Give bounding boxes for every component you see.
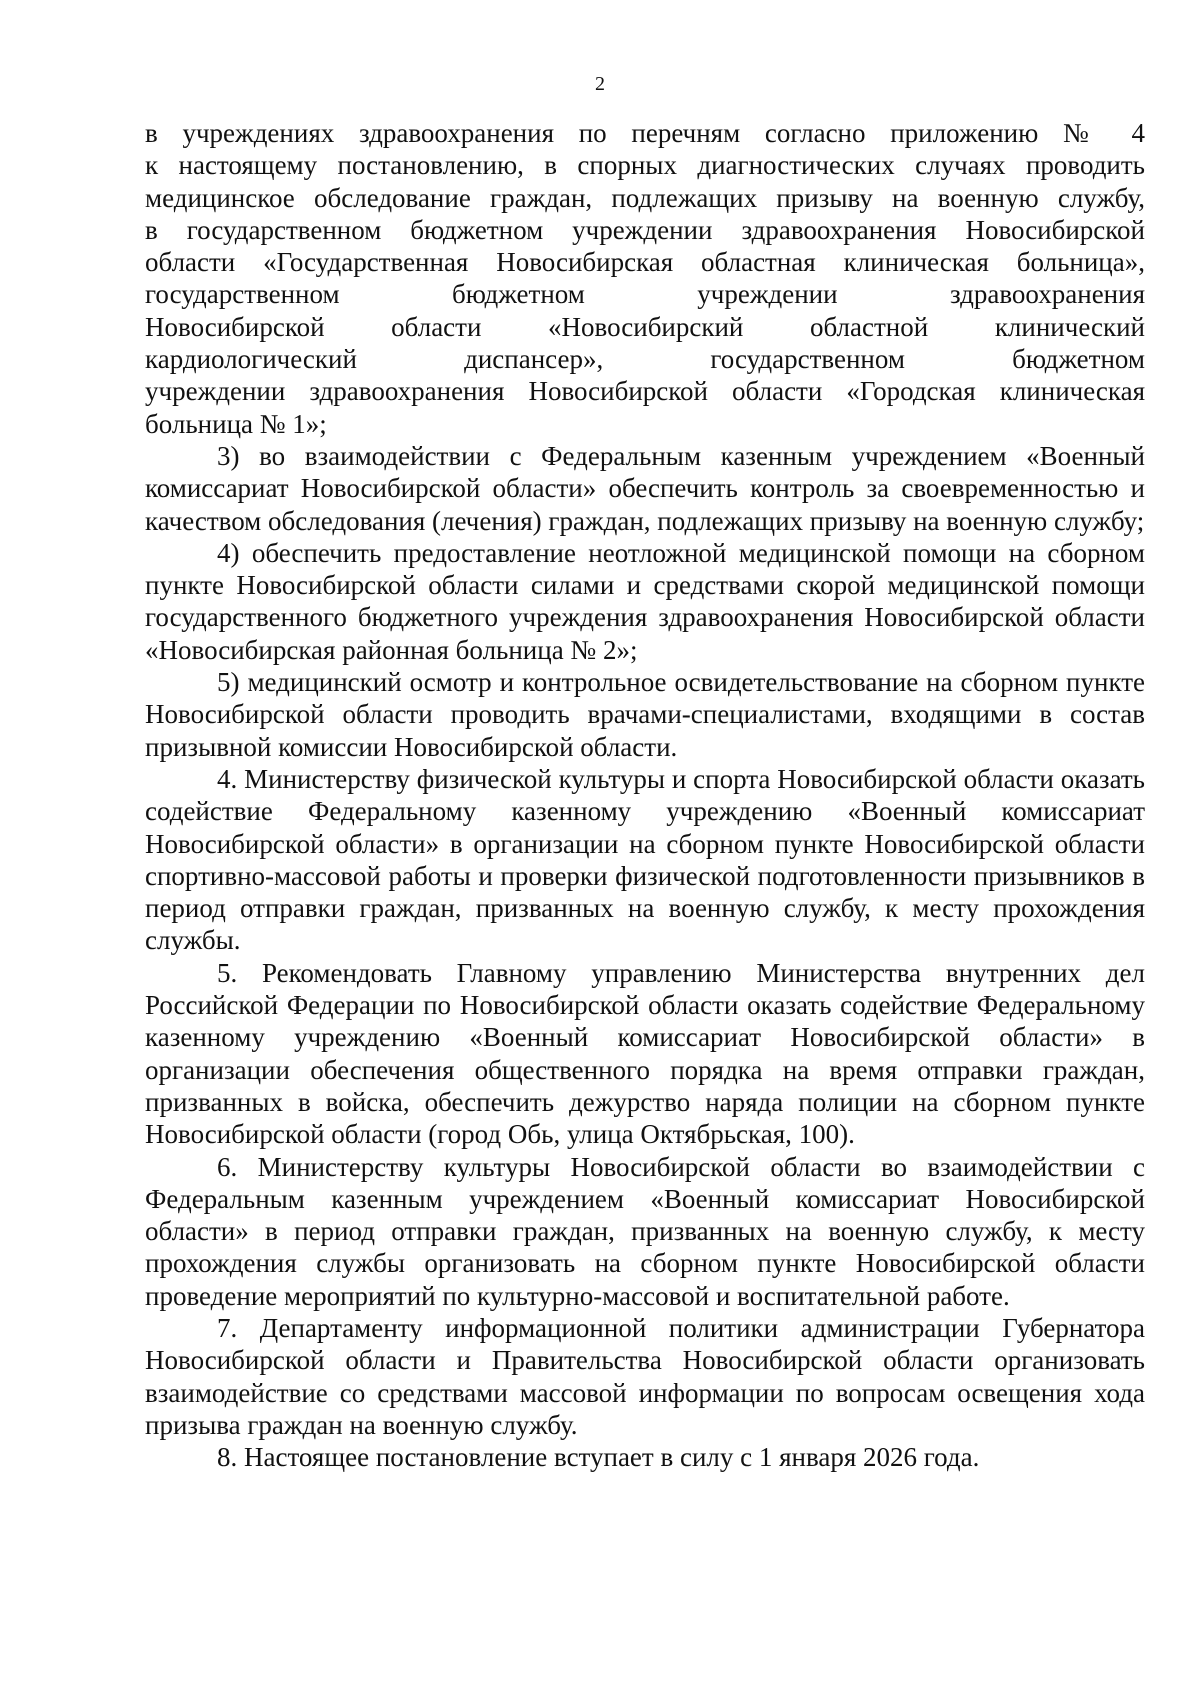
text-line: в учреждениях здравоохранения по перечням согласно приложению № 4 bbox=[145, 118, 1145, 148]
text-line: в государственном бюджетном учреждении здравоохранения Новосибирской bbox=[145, 214, 1145, 245]
paragraph-item-5: 5) медицинский осмотр и контрольное освидетельствование на сборном пункте Новосибирской области проводить врачами-специалистами, входящими в состав призывной комиссии Новосибирской области. bbox=[145, 667, 1145, 762]
paragraph-section-5: 5. Рекомендовать Главному управлению Министерства внутренних дел Российской Федерации по Новосибирской области оказать содействие Федеральному казенному учреждению «Военный комиссариат Новосибирской области» в организации обеспечения общественного порядка на время отправки граждан, призванных в войска, обеспечить дежурство наряда полиции на сборном пункте Новосибирской области (город Обь, улица Октябрьская, 100). bbox=[145, 957, 1145, 1150]
text-line: Новосибирской области «Новосибирский областной клинический bbox=[145, 311, 1145, 342]
text-line: области «Государственная Новосибирская областная клиническая больница», bbox=[145, 247, 1145, 278]
text-line: государственном бюджетном учреждении здравоохранения bbox=[145, 279, 1145, 310]
text-line: к настоящему постановлению, в спорных диагностических случаях проводить bbox=[145, 150, 1145, 181]
document-body bbox=[145, 117, 1145, 1473]
paragraph-section-8: 8. Настоящее постановление вступает в силу с 1 января 2026 года. bbox=[217, 1442, 980, 1473]
text-line: медицинское обследование граждан, подлежащих призыву на военную службу, bbox=[145, 182, 1145, 213]
paragraph-item-3: 3) во взаимодействии с Федеральным казенным учреждением «Военный комиссариат Новосибирской области» обеспечить контроль за своевременностью и качеством обследования (лечения) граждан, подлежащих призыву на военную службу; bbox=[145, 440, 1145, 536]
paragraph-item-4: 4) обеспечить предоставление неотложной медицинской помощи на сборном пункте Новосибирской области силами и средствами скорой медицинской помощи государственного бюджетного учреждения здравоохранения Новосибирской области «Новосибирская районная больница № 2»; bbox=[145, 537, 1145, 665]
paragraph-section-6: 6. Министерству культуры Новосибирской области во взаимодействии с Федеральным казенным учреждением «Военный комиссариат Новосибирской области» в период отправки граждан, призванных на военную службу, к месту прохождения службы организовать на сборном пункте Новосибирской области проведение мероприятий по культурно-массовой и воспитательной работе. bbox=[145, 1151, 1145, 1311]
paragraph-section-7: 7. Департаменту информационной политики администрации Губернатора Новосибирской области и Правительства Новосибирской области организовать взаимодействие со средствами массовой информации по вопросам освещения хода призыва граждан на военную службу. bbox=[145, 1312, 1145, 1440]
text-line: кардиологический диспансер», государственном бюджетном bbox=[145, 344, 1145, 375]
text-line: больница № 1»; bbox=[145, 408, 327, 439]
paragraph-section-4: 4. Министерству физической культуры и спорта Новосибирской области оказать содействие Федеральному казенному учреждению «Военный комиссариат Новосибирской области» в организации на сборном пункте Новосибирской области спортивно-массовой работы и проверки физической подготовленности призывников в период отправки граждан, призванных на военную службу, к месту прохождения службы. bbox=[145, 763, 1145, 956]
paragraph-continuation bbox=[145, 117, 1145, 440]
page-number: 2 bbox=[595, 73, 605, 95]
text-line: учреждении здравоохранения Новосибирской области «Городская клиническая bbox=[145, 376, 1145, 407]
